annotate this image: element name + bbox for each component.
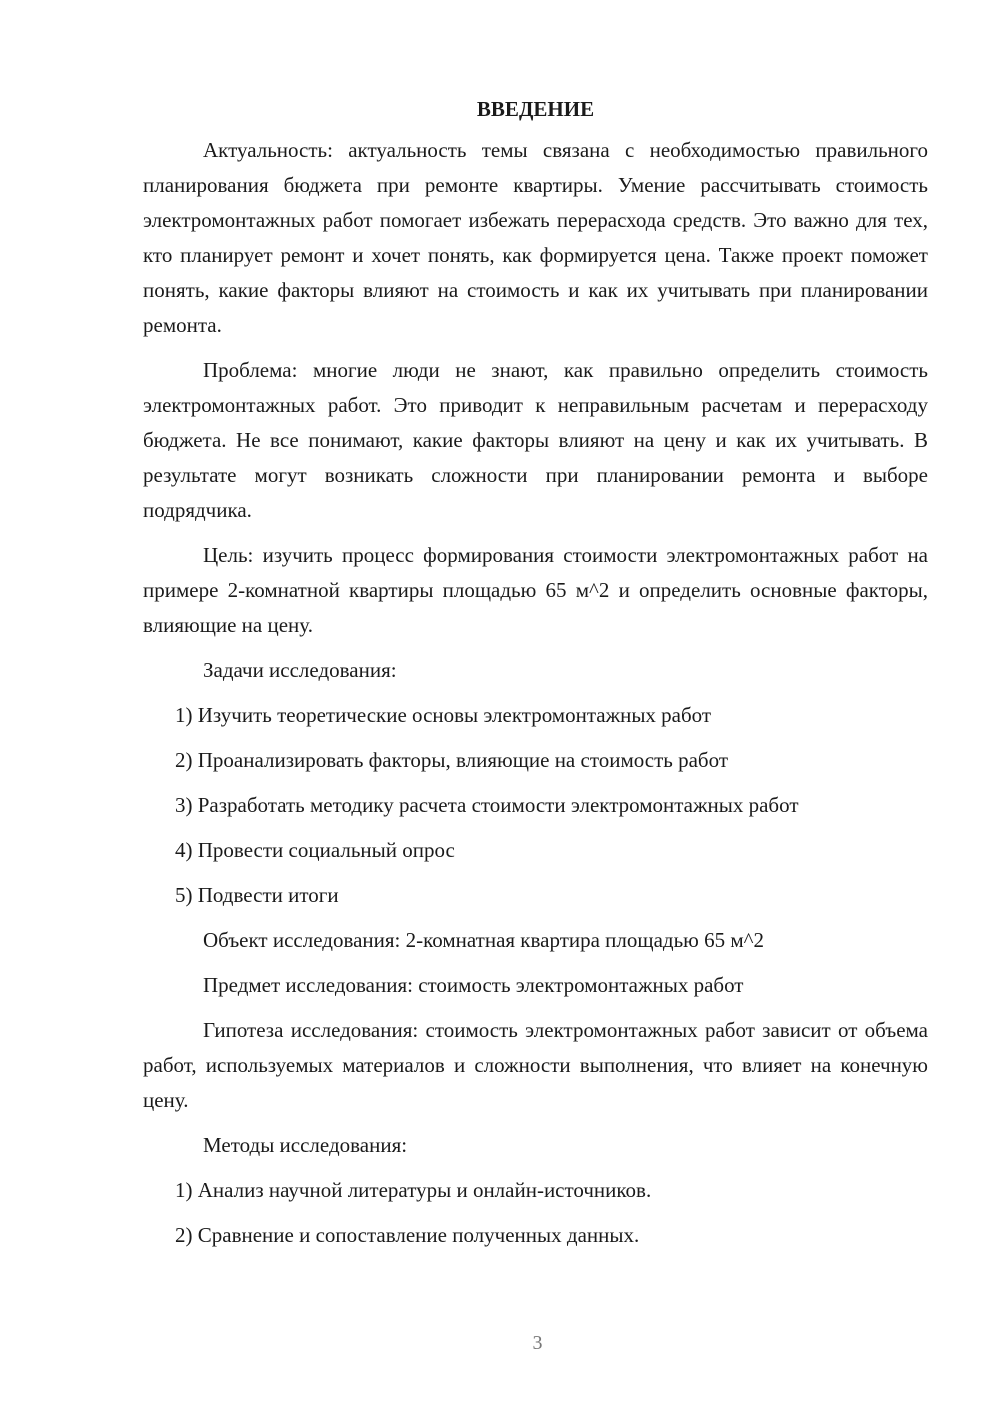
tasks-title: Задачи исследования: bbox=[203, 658, 397, 682]
relevance-paragraph: Актуальность: актуальность темы связана с необходимостью правильного планирования бюджета при ремонте квартиры. Умение рассчитывать стоимость электромонтажных работ помогает избежать перерасхода средств. Это важно для тех, кто планирует ремонт и хочет понять, как формируется цена. Также проект поможет понять, какие факторы влияют на стоимость и как их учитывать при планировании ремонта. bbox=[143, 138, 928, 337]
list-item: 2) Проанализировать факторы, влияющие на стоимость работ bbox=[175, 748, 729, 772]
methods-title: Методы исследования: bbox=[203, 1133, 408, 1157]
page-number: 3 bbox=[532, 1332, 543, 1354]
subject-line: Предмет исследования: стоимость электромонтажных работ bbox=[203, 973, 744, 997]
list-item: 2) Сравнение и сопоставление полученных данных. bbox=[175, 1223, 640, 1247]
hypothesis-paragraph: Гипотеза исследования: стоимость электромонтажных работ зависит от объема работ, используемых материалов и сложности выполнения, что влияет на конечную цену. bbox=[143, 1018, 928, 1112]
list-item: 1) Изучить теоретические основы электромонтажных работ bbox=[175, 703, 712, 727]
problem-paragraph: Проблема: многие люди не знают, как правильно определить стоимость электромонтажных работ. Это приводит к неправильным расчетам и перерасходу бюджета. Не все понимают, какие факторы влияют на цену и как их учитывать. В результате могут возникать сложности при планировании ремонта и выборе подрядчика. bbox=[143, 358, 928, 522]
list-item: 1) Анализ научной литературы и онлайн-источников. bbox=[175, 1178, 652, 1202]
goal-paragraph: Цель: изучить процесс формирования стоимости электромонтажных работ на примере 2-комнатной квартиры площадью 65 м^2 и определить основные факторы, влияющие на цену. bbox=[143, 543, 928, 637]
list-item: 4) Провести социальный опрос bbox=[175, 838, 455, 862]
object-line: Объект исследования: 2-комнатная квартира площадью 65 м^2 bbox=[203, 928, 764, 952]
methods-list bbox=[143, 1173, 928, 1253]
document-page bbox=[143, 92, 928, 1263]
list-item: 3) Разработать методику расчета стоимости электромонтажных работ bbox=[175, 793, 799, 817]
list-item: 5) Подвести итоги bbox=[175, 883, 339, 907]
section-heading: ВВЕДЕНИЕ bbox=[476, 97, 595, 121]
tasks-list bbox=[143, 698, 928, 913]
